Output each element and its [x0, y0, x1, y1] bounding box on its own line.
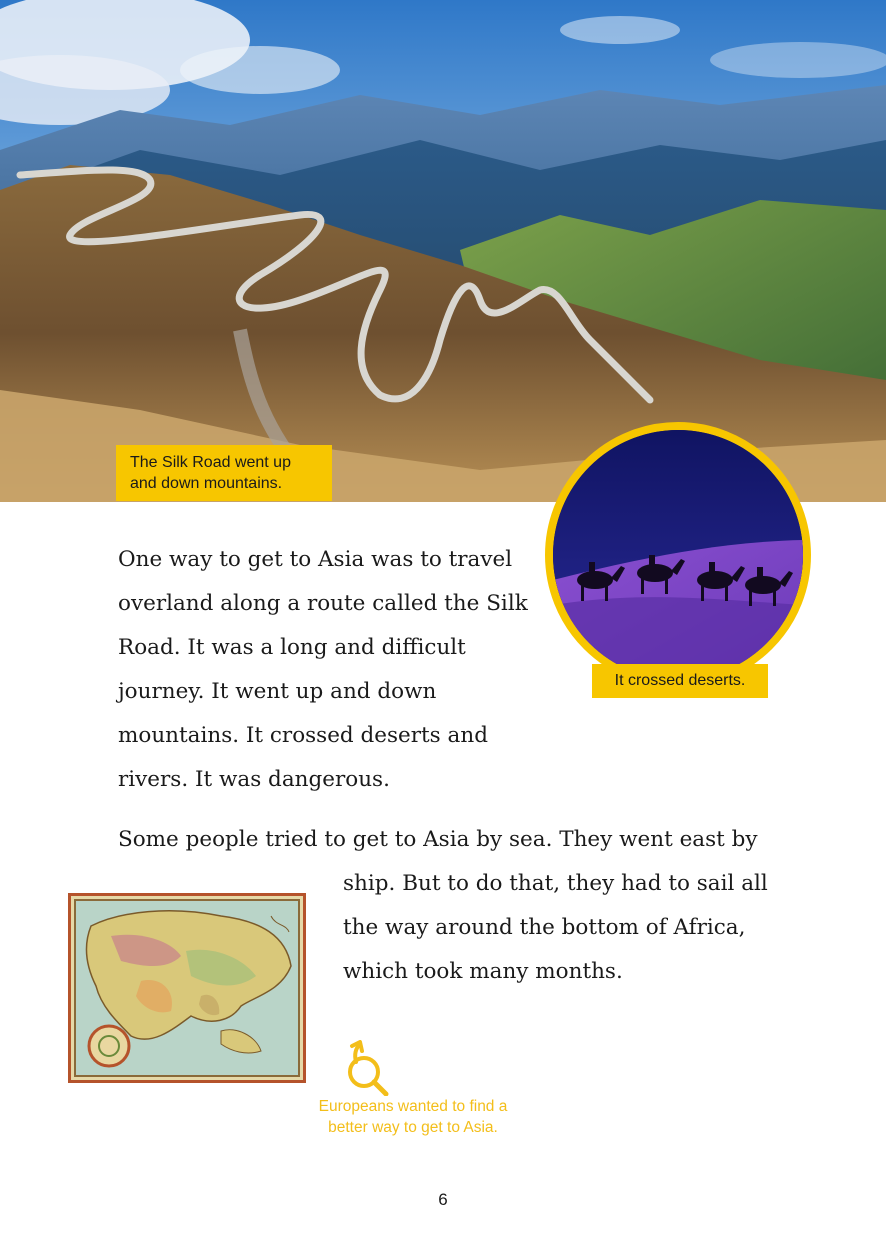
- side-note-text: Europeans wanted to find a better way to get to Asia.: [318, 1098, 508, 1136]
- desert-inset-photo: [545, 422, 811, 688]
- antique-map-photo: [68, 893, 306, 1083]
- inset-caption: It crossed deserts.: [592, 664, 768, 698]
- antique-asia-map: [71, 896, 303, 1080]
- paragraph-sea-route: ship. But to do that, they had to sail all the way around the bottom of Africa, which took many months.: [343, 871, 768, 984]
- paragraph-silk-road: One way to get to Asia was to travel overland along a route called the Silk Road. It was a long and difficult journey. It went up and down mountains. It crossed deserts and rivers. It was dangerous.: [118, 547, 528, 792]
- camel-caravan-photo: [553, 430, 803, 680]
- hero-caption: The Silk Road went up and down mountains.: [116, 445, 332, 501]
- mountain-road-photo: [0, 0, 886, 502]
- paragraph-sea-route-first-line: Some people tried to get to Asia by sea. They went east by: [118, 827, 758, 852]
- page-number: 6: [438, 1190, 448, 1209]
- hero-photo: [0, 0, 886, 502]
- magnifier-arrow-icon: [336, 1040, 392, 1096]
